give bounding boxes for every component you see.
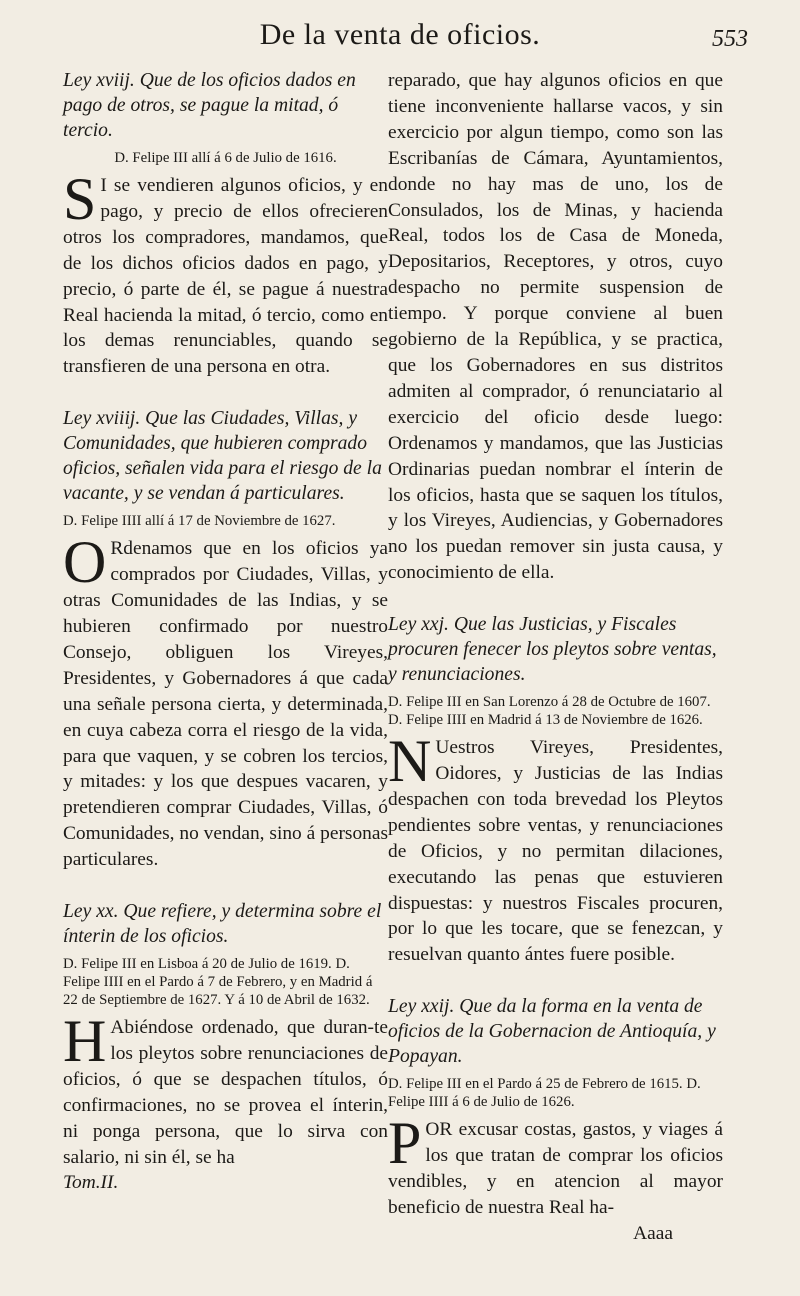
law-18-citation: D. Felipe III allí á 6 de Julio de 1616. bbox=[114, 150, 337, 166]
law-22-title: Ley xxij. Que da la forma en la venta de oficios de la Gobernacion de Antioquía, y Popayan. bbox=[388, 996, 716, 1068]
law-21-dropcap: N bbox=[388, 728, 432, 795]
running-title: De la venta de oficios. bbox=[259, 18, 541, 51]
law-22-citation: D. Felipe III en el Pardo á 25 de Febrero de 1615. D. Felipe IIII á 6 de Julio de 1626. bbox=[388, 1076, 701, 1111]
law-20-title: Ley xx. Que refiere, y determina sobre el ínterin de los oficios. bbox=[63, 901, 382, 948]
law-22-body: OR excusar costas, gastos, y viages á los que tratan de comprar los oficios vendibles, y en atencion al mayor beneficio de nuestra Real ha- bbox=[388, 1119, 723, 1218]
law-18-text bbox=[63, 166, 388, 380]
law-21-citation: D. Felipe III en San Lorenzo á 28 de Octubre de 1607. D. Felipe IIII en Madrid á 13 de Noviembre de 1626. bbox=[388, 694, 711, 729]
law-22-dropcap: P bbox=[388, 1110, 422, 1177]
law-21-text bbox=[388, 728, 723, 968]
law-18-body: I se vendieren algunos oficios, y en pago, y precio de ellos ofrecieren otros los compradores, mandamos, que de los dichos oficios dados en pago, y precio, ó parte de él, se pague á nuestra Real hacienda la mitad, ó tercio, como en los demas renunciables, quando se transfieren de una persona en otra. bbox=[63, 175, 388, 378]
law-22 bbox=[388, 994, 723, 1247]
law-21-body: Uestros Vireyes, Presidentes, Oidores, y Justicias de las Indias despachen con toda brevedad los Pleytos pendientes sobre ventas, y renunciaciones de Oficios, y no permitan dilaciones, executando las penas que estuvieren dispuestas: y nuestros Fiscales procuren, por lo que les tocare, que se fenezcan, y resuelvan quanto ántes fuere posible. bbox=[388, 737, 723, 966]
law-20 bbox=[63, 899, 388, 1196]
law-18 bbox=[63, 68, 388, 380]
law-20-dropcap: H bbox=[63, 1008, 107, 1075]
law-22-text bbox=[388, 1110, 723, 1221]
law-20-citation: D. Felipe III en Lisboa á 20 de Julio de 1619. D. Felipe IIII en el Pardo á 7 de Febrero, y en Madrid á 22 de Septiembre de 1627. Y á 10 de Abril de 1632. bbox=[63, 956, 373, 1009]
law-20-text bbox=[63, 1008, 388, 1170]
law-21-title: Ley xxj. Que las Justicias, y Fiscales procuren fenecer los pleytos sobre ventas, y renunciaciones. bbox=[388, 614, 717, 686]
page-number: 553 bbox=[712, 26, 748, 52]
page-header bbox=[0, 14, 800, 64]
law-19-body: Rdenamos que en los oficios ya comprados por Ciudades, Villas, y otras Comunidades de las Indias, y se hubieren confirmado por nuestro Consejo, obliguen los Vireyes, Presidentes, y Gobernadores á que cada una señale persona cierta, y determinada, en cuya cabeza corra el riesgo de la vida, para que vaquen, y se cobren los tercios, y mitades: y los que despues vacaren, y pretendieren comprar Ciudades, Villas, ó Comunidades, no vendan, sino á personas particulares. bbox=[63, 538, 388, 871]
catchword: Aaaa bbox=[633, 1222, 673, 1244]
law-21 bbox=[388, 612, 723, 968]
law-19-dropcap: O bbox=[63, 529, 107, 596]
law-18-dropcap: S bbox=[63, 166, 97, 232]
signature-mark: Tom.II. bbox=[63, 1172, 119, 1194]
law-19-title: Ley xviiij. Que las Ciudades, Villas, y Comunidades, que hubieren comprado oficios, señalen vida para el riesgo de la vacante, y se vendan á particulares. bbox=[63, 408, 382, 505]
law-20-continuation: reparado, que hay algunos oficios en que tiene inconveniente hallarse vacos, y sin exercicio por algun tiempo, como son las Escribanías de Cámara, Ayuntamientos, donde no hay mas de uno, los de Consulados, los de Minas, y hacienda Real, todos los de Casa de Moneda, Depositarios, Receptores, y otros, cuyo despacho no permite suspension de tiempo. Y porque conviene al buen gobierno de la República, y se practica, que los Gobernadores en sus distritos admiten al comprador, ó renunciatario al exercicio del oficio desde luego: Ordenamos y mandamos, que las Justicias Ordinarias puedan nombrar el ínterin de los oficios, hasta que se saquen los títulos, y los Vireyes, Audiencias, y Gobernadores no los puedan remover sin justa causa, y conocimiento de ella. bbox=[388, 70, 723, 584]
law-18-title: Ley xviij. Que de los oficios dados en pago de otros, se pague la mitad, ó tercio. bbox=[63, 70, 356, 141]
law-19-text bbox=[63, 529, 388, 873]
left-column bbox=[63, 68, 388, 1196]
catchword-row bbox=[388, 1221, 723, 1247]
law-20-body: Abiéndose ordenado, que duran-te los pleytos sobre renunciaciones de oficios, ó que se despachen títulos, ó confirmaciones, no se provea el ínterin, ni ponga persona, que lo sirva con salario, ni sin él, se ha bbox=[63, 1017, 388, 1168]
right-column bbox=[388, 68, 723, 1247]
law-19 bbox=[63, 406, 388, 873]
law-19-citation: D. Felipe IIII allí á 17 de Noviembre de 1627. bbox=[63, 513, 336, 530]
